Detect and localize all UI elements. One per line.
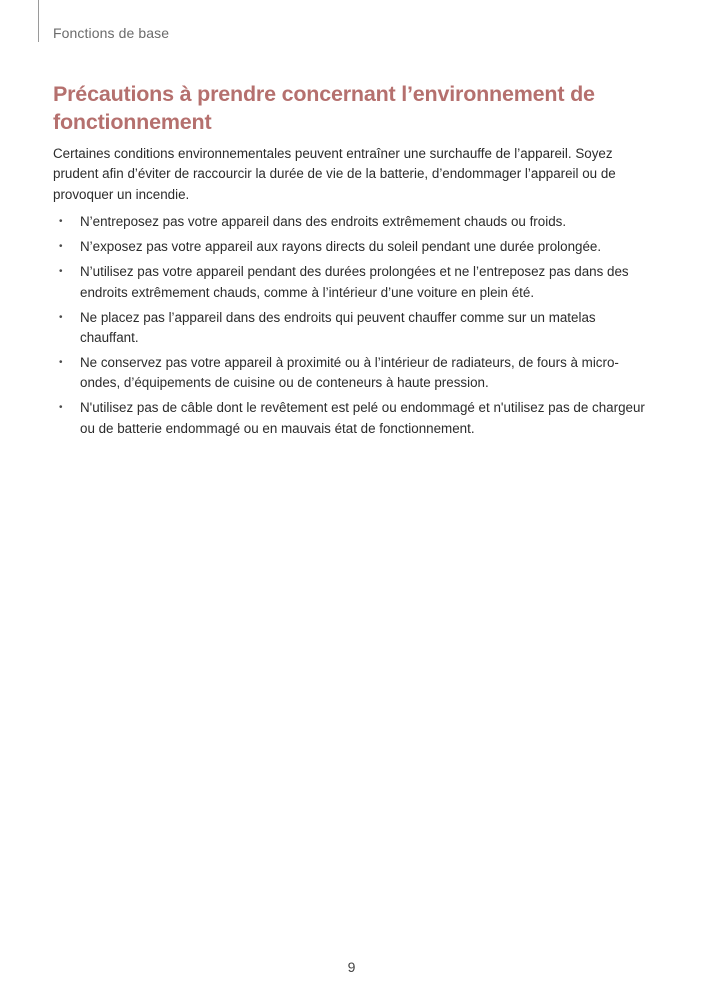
bullet-icon: • bbox=[59, 402, 63, 414]
list-item bbox=[53, 353, 653, 394]
list-item bbox=[53, 262, 653, 303]
list-item-text: N’utilisez pas votre appareil pendant des durées prolongées et ne l’entreposez pas dans des endroits extrêmement chauds, comme à l’intérieur d’une voiture en plein été. bbox=[80, 264, 629, 300]
bullet-icon: • bbox=[59, 241, 63, 253]
list-item-text: Ne placez pas l’appareil dans des endroits qui peuvent chauffer comme sur un matelas chauffant. bbox=[80, 309, 596, 346]
list-item-text: N’exposez pas votre appareil aux rayons directs du soleil pendant une durée prolongée. bbox=[80, 239, 602, 255]
list-item bbox=[53, 398, 653, 439]
page-content bbox=[53, 80, 653, 444]
header-margin-rule bbox=[38, 0, 39, 42]
bullet-icon: • bbox=[59, 216, 63, 228]
bullet-icon: • bbox=[59, 357, 63, 369]
running-header: Fonctions de base bbox=[53, 25, 170, 41]
list-item-text: N'utilisez pas de câble dont le revêtement est pelé ou endommagé et n'utilisez pas de chargeur ou de batterie endommagé ou en mauvais état de fonctionnement. bbox=[80, 400, 645, 436]
list-item bbox=[53, 212, 653, 232]
intro-paragraph: Certaines conditions environnementales peuvent entraîner une surchauffe de l’appareil. Soyez prudent afin d’éviter de raccourcir la durée de vie de la batterie, d’endommager l’appareil ou de provoquer un incendie. bbox=[53, 146, 616, 202]
bullet-icon: • bbox=[59, 266, 63, 278]
section-title: Précautions à prendre concernant l’environnement de fonctionnement bbox=[53, 82, 595, 134]
list-item bbox=[53, 308, 653, 349]
bullet-icon: • bbox=[59, 311, 63, 323]
list-item-text: Ne conservez pas votre appareil à proximité ou à l’intérieur de radiateurs, de fours à micro-ondes, d’équipements de cuisine ou de conteneurs à haute pression. bbox=[80, 355, 619, 391]
page-number: 9 bbox=[347, 959, 356, 975]
list-item bbox=[53, 237, 653, 257]
list-item-text: N’entreposez pas votre appareil dans des endroits extrêmement chauds ou froids. bbox=[80, 214, 567, 230]
precautions-list bbox=[53, 212, 653, 439]
